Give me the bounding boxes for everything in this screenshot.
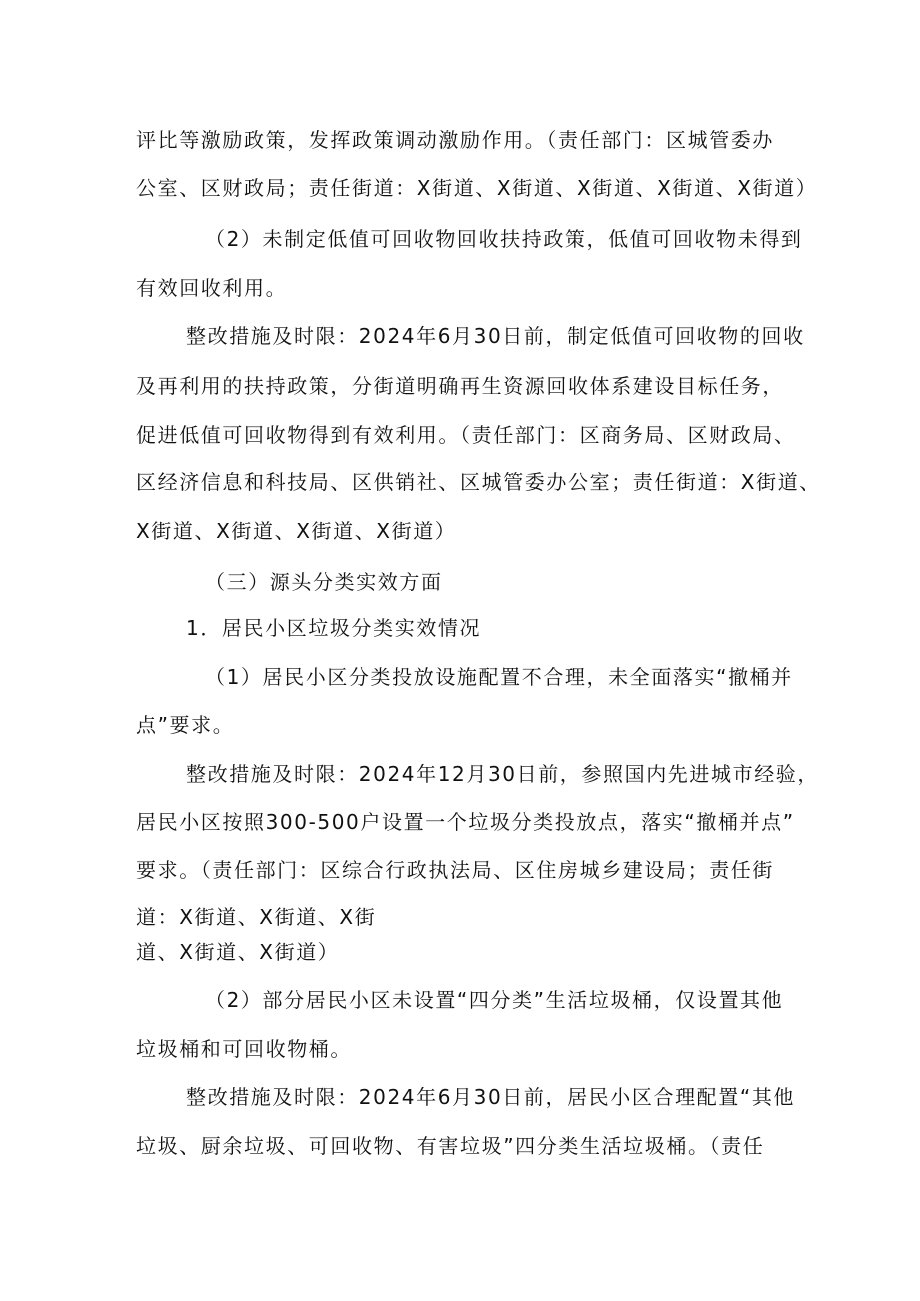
paragraph-line: 垃圾、厨余垃圾、可回收物、有害垃圾”四分类生活垃圾桶。（责任 [136, 1134, 765, 1158]
paragraph-line: 评比等激励政策，发挥政策调动激励作用。（责任部门：区城管委办 [136, 128, 774, 152]
paragraph-line: 要求。（责任部门：区综合行政执法局、区住房城乡建设局；责任街 [136, 858, 774, 882]
paragraph-line: 整改措施及时限：2024年6月30日前，制定低值可回收物的回收 [186, 324, 805, 348]
paragraph-line: 道：X街道、X街道、X街 [136, 905, 377, 929]
paragraph-line: 整改措施及时限：2024年12月30日前，参照国内先进城市经验， [186, 762, 819, 786]
paragraph-line: 居民小区按照300-500户设置一个垃圾分类投放点，落实“撤桶并点” [136, 810, 795, 834]
paragraph-line: 点”要求。 [136, 713, 235, 737]
paragraph-line: 垃圾桶和可回收物桶。 [136, 1037, 352, 1061]
paragraph-line: 及再利用的扶持政策，分街道明确再生资源回收体系建设目标任务， [136, 374, 784, 398]
subsection-heading: 1．居民小区垃圾分类实效情况 [186, 616, 482, 640]
paragraph-line: 促进低值可回收物得到有效利用。（责任部门：区商务局、区财政局、 [136, 423, 796, 447]
paragraph-line: （2）部分居民小区未设置“四分类”生活垃圾桶，仅设置其他 [205, 988, 784, 1012]
section-heading: （三）源头分类实效方面 [205, 570, 443, 594]
paragraph-line: X街道、X街道、X街道、X街道） [136, 519, 457, 543]
paragraph-line: 公室、区财政局；责任街道：X街道、X街道、X街道、X街道、X街道） [136, 176, 818, 200]
paragraph-line: （1）居民小区分类投放设施配置不合理，未全面落实“撤桶并 [205, 665, 793, 689]
paragraph-line: 道、X街道、X街道） [136, 940, 340, 964]
paragraph-line: 区经济信息和科技局、区供销社、区城管委办公室；责任街道：X街道、 [136, 470, 821, 494]
paragraph-line: （2）未制定低值可回收物回收扶持政策，低值可回收物未得到 [205, 227, 803, 251]
paragraph-line: 有效回收利用。 [136, 276, 288, 300]
paragraph-line: 整改措施及时限：2024年6月30日前，居民小区合理配置“其他 [186, 1085, 796, 1109]
